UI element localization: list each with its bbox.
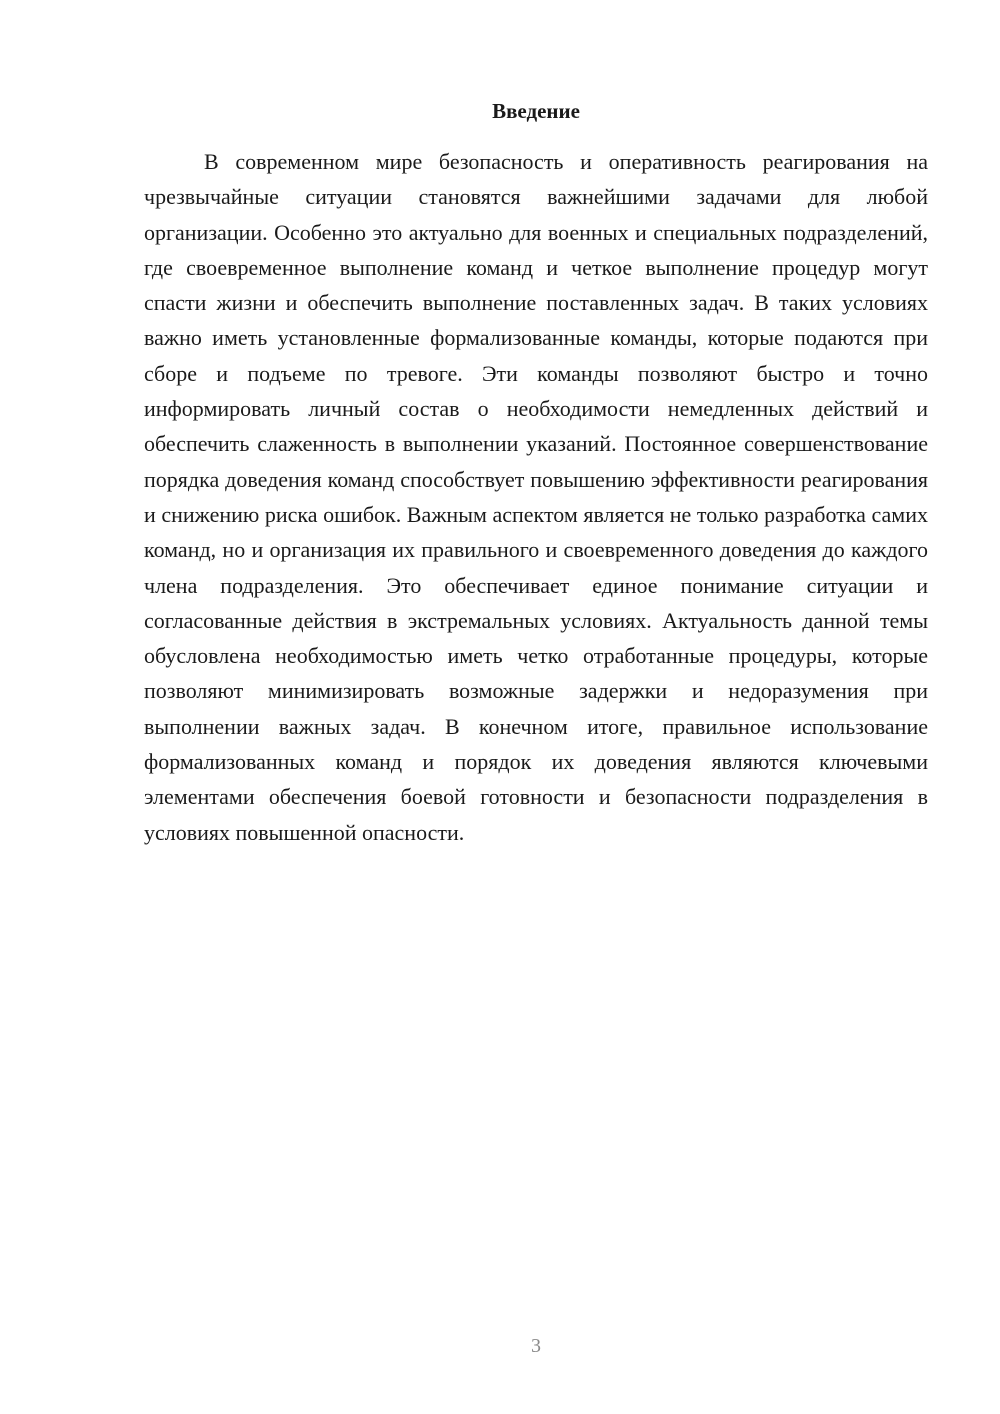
section-heading: Введение: [492, 99, 580, 123]
page-number: 3: [531, 1335, 541, 1357]
body-paragraph: В современном мире безопасность и оперативность реагирования на чрезвычайные ситуации становятся важнейшими задачами для любой организации. Особенно это актуально для военных и специальных подразделений, где своевременное выполнение команд и четкое выполнение процедур могут спасти жизни и обеспечить выполнение поставленных задач. В таких условиях важно иметь установленные формализованные команды, которые подаются при сборе и подъеме по тревоге. Эти команды позволяют быстро и точно информировать личный состав о необходимости немедленных действий и обеспечить слаженность в выполнении указаний. Постоянное совершенствование порядка доведения команд способствует повышению эффективности реагирования и снижению риска ошибок. Важным аспектом является не только разработка самих команд, но и организация их правильного и своевременного доведения до каждого члена подразделения. Это обеспечивает единое понимание ситуации и согласованные действия в экстремальных условиях. Актуальность данной темы обусловлена необходимостью иметь четко отработанные процедуры, которые позволяют минимизировать возможные задержки и недоразумения при выполнении важных задач. В конечном итоге, правильное использование формализованных команд и порядок их доведения являются ключевыми элементами обеспечения боевой готовности и безопасности подразделения в условиях повышенной опасности.: [144, 149, 928, 845]
